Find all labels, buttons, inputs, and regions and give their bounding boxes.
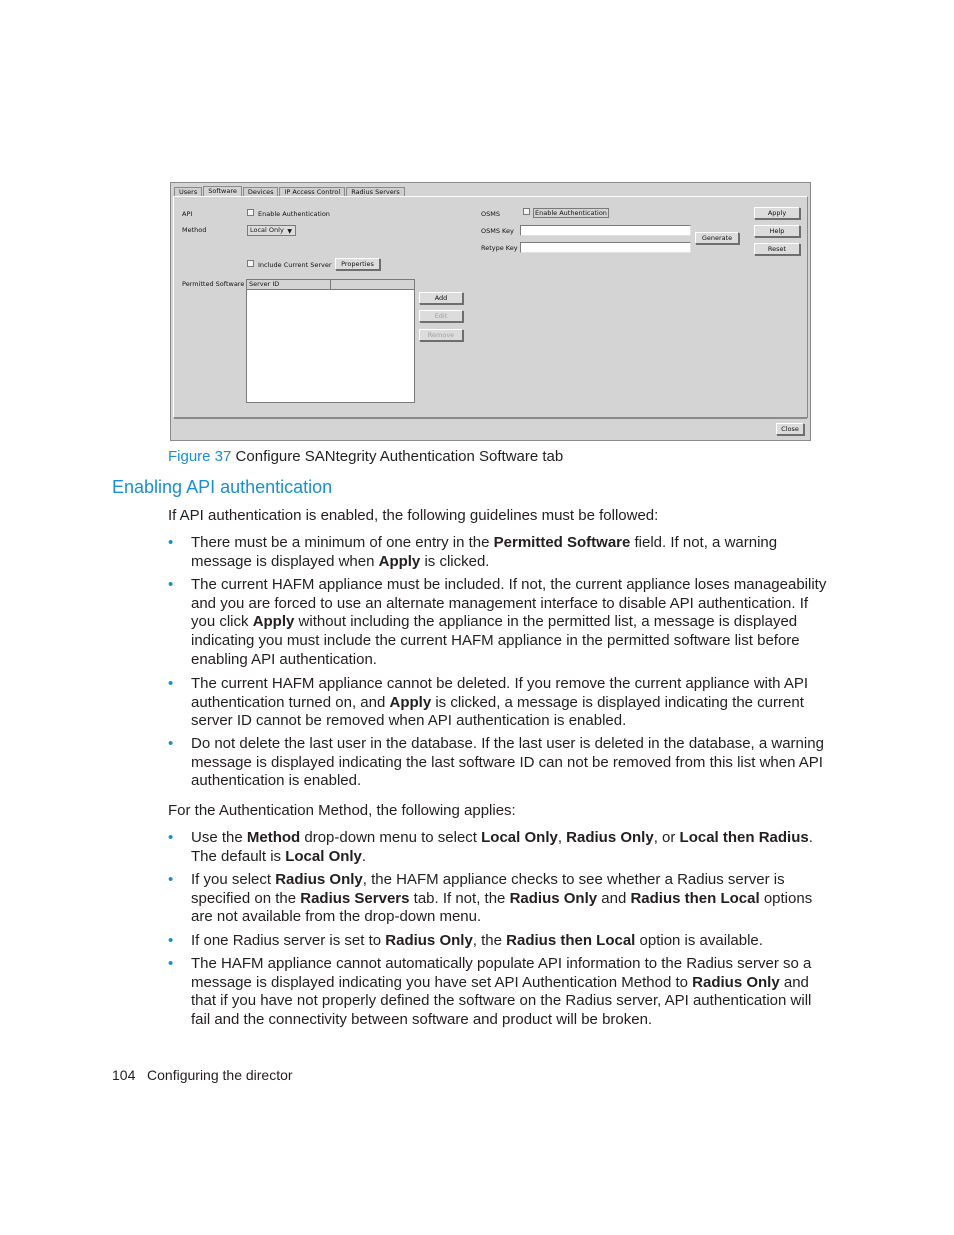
- list-header-filler: [331, 280, 414, 290]
- figure-caption: [168, 448, 563, 465]
- bold-term: Permitted Software: [493, 534, 631, 551]
- text-run: options are not available from the drop-down menu.: [191, 889, 813, 926]
- retype-key-label: Retype Key: [481, 244, 518, 252]
- text-run: , or: [653, 829, 680, 846]
- bold-term: Radius Only: [385, 932, 473, 949]
- method-item-text: [191, 829, 813, 865]
- bold-term: Local then Radius: [679, 829, 809, 846]
- page-number: 104: [112, 1067, 136, 1083]
- help-button[interactable]: Help: [754, 225, 800, 237]
- bold-term: Apply: [389, 693, 432, 711]
- text-run: .: [361, 847, 367, 865]
- include-current-server-label: Include Current Server: [258, 261, 332, 269]
- bold-term: Radius Only: [692, 973, 780, 991]
- tab-users[interactable]: Users: [174, 187, 202, 197]
- text-run: without including the appliance in the permitted list, a message is displayed indicating you must include the current HAFM appliance in the permitted software list before enabling API authentication.: [191, 613, 800, 668]
- osms-enable-checkbox[interactable]: [523, 208, 530, 215]
- tab-software[interactable]: Software: [203, 186, 242, 197]
- text-run: and: [597, 889, 631, 907]
- bold-term: Local Only: [481, 829, 558, 846]
- api-label: API: [182, 210, 193, 218]
- method-label: Method: [182, 226, 207, 234]
- bold-term: Radius then Local: [630, 889, 760, 907]
- method-intro-paragraph: For the Authentication Method, the following applies:: [168, 802, 516, 819]
- text-run: The current HAFM appliance cannot be deleted. If you remove the current appliance with API authentication turned on, and: [191, 675, 809, 711]
- bullet-icon: •: [168, 576, 174, 593]
- add-button[interactable]: Add: [419, 292, 463, 304]
- permitted-software-label: Permitted Software: [182, 280, 245, 288]
- osms-label: OSMS: [481, 210, 500, 218]
- method-item: [168, 829, 833, 866]
- bold-term: Method: [246, 829, 301, 846]
- guideline-item: [168, 675, 833, 731]
- apply-button[interactable]: Apply: [754, 207, 800, 219]
- text-run: , the: [472, 932, 507, 949]
- close-button[interactable]: Close: [776, 423, 804, 435]
- bullet-icon: •: [168, 932, 174, 949]
- method-item-text: [191, 932, 763, 949]
- osms-enable-label: Enable Authentication: [535, 209, 607, 217]
- server-id-column-header[interactable]: Server ID: [247, 280, 331, 290]
- text-run: Use the: [191, 829, 247, 846]
- permitted-software-list[interactable]: [246, 279, 415, 403]
- software-tab-screenshot: [170, 182, 811, 441]
- enable-authentication-checkbox[interactable]: [247, 209, 254, 216]
- bold-term: Local Only: [285, 847, 362, 865]
- method-item: [168, 871, 833, 927]
- method-dropdown[interactable]: [247, 225, 296, 236]
- page-footer: [112, 1067, 293, 1083]
- bold-term: Radius Only: [275, 871, 363, 888]
- guideline-item: [168, 534, 833, 571]
- tab-devices[interactable]: Devices: [243, 187, 279, 197]
- bullet-icon: •: [168, 955, 174, 972]
- guideline-text: [191, 576, 826, 668]
- intro-paragraph: If API authentication is enabled, the following guidelines must be followed:: [168, 507, 659, 524]
- enable-authentication-label: Enable Authentication: [258, 210, 330, 218]
- text-run: ,: [557, 829, 567, 846]
- guideline-text: [191, 534, 777, 570]
- text-run: The current HAFM appliance must be included. If not, the current appliance loses manageability and you are forced to use an alternate management interface to disable API authentication. If you click: [191, 576, 827, 631]
- retype-key-input[interactable]: [520, 242, 691, 253]
- bold-term: Radius then Local: [506, 932, 636, 949]
- properties-button[interactable]: Properties: [335, 258, 380, 270]
- text-run: drop-down menu to select: [300, 829, 482, 846]
- edit-button[interactable]: Edit: [419, 310, 463, 322]
- bullet-icon: •: [168, 675, 174, 692]
- bullet-icon: •: [168, 735, 174, 752]
- method-item-text: [191, 871, 812, 925]
- guideline-item: [168, 735, 833, 791]
- osms-key-input[interactable]: [520, 225, 691, 236]
- method-value: Local Only: [250, 226, 284, 234]
- footer-divider: [174, 418, 807, 419]
- text-run: There must be a minimum of one entry in the: [191, 534, 494, 551]
- figure-title: Configure SANtegrity Authentication Software tab: [235, 448, 564, 465]
- software-tab-content: [173, 196, 808, 418]
- text-run: option is available.: [635, 932, 763, 949]
- osms-key-label: OSMS Key: [481, 227, 514, 235]
- bullet-icon: •: [168, 534, 174, 551]
- text-run: The HAFM appliance cannot automatically populate API information to the Radius server so a message is displayed indicating you have set API Authentication Method to: [191, 955, 812, 991]
- bullet-icon: •: [168, 871, 174, 888]
- bold-term: Apply: [252, 613, 295, 631]
- bold-term: Radius Servers: [300, 889, 410, 907]
- text-run: and that if you have not properly defined the software on the Radius server, API authentication will fail and the connectivity between software and product will be broken.: [191, 973, 812, 1029]
- chevron-down-icon: ▼: [287, 228, 292, 235]
- method-item: [168, 932, 833, 951]
- text-run: is clicked.: [420, 552, 490, 570]
- text-run: is clicked, a message is displayed indicating the current server ID cannot be removed when API authentication is enabled.: [191, 693, 804, 730]
- bold-term: Radius Only: [509, 889, 598, 907]
- text-run: , the HAFM appliance checks to see whether a Radius server is specified on the: [191, 871, 785, 907]
- include-current-server-checkbox[interactable]: [247, 260, 254, 267]
- method-item: [168, 955, 833, 1030]
- tab-ip-access-control[interactable]: IP Access Control: [279, 187, 345, 197]
- text-run: field. If not, a warning message is displayed when: [191, 534, 778, 570]
- text-run: If one Radius server is set to: [191, 932, 386, 949]
- footer-section-title: Configuring the director: [147, 1067, 293, 1083]
- method-item-text: [191, 955, 811, 1028]
- guideline-text: [191, 675, 808, 729]
- text-run: Do not delete the last user in the database. If the last user is deleted in the database, a warning message is displayed indicating the last software ID can not be removed from this list when API authentication is enabled.: [191, 735, 824, 790]
- text-run: . The default is: [191, 829, 813, 865]
- remove-button[interactable]: Remove: [419, 329, 463, 341]
- generate-button[interactable]: Generate: [695, 232, 739, 244]
- guideline-text: [191, 735, 824, 789]
- section-heading: Enabling API authentication: [112, 477, 333, 497]
- guideline-item: [168, 576, 833, 670]
- bullet-icon: •: [168, 829, 174, 846]
- text-run: If you select: [191, 871, 276, 888]
- tab-radius-servers[interactable]: Radius Servers: [346, 187, 405, 197]
- bold-term: Radius Only: [566, 829, 654, 846]
- bold-term: Apply: [378, 552, 421, 570]
- figure-number: Figure 37: [168, 448, 232, 465]
- text-run: tab. If not, the: [409, 889, 510, 907]
- reset-button[interactable]: Reset: [754, 243, 800, 255]
